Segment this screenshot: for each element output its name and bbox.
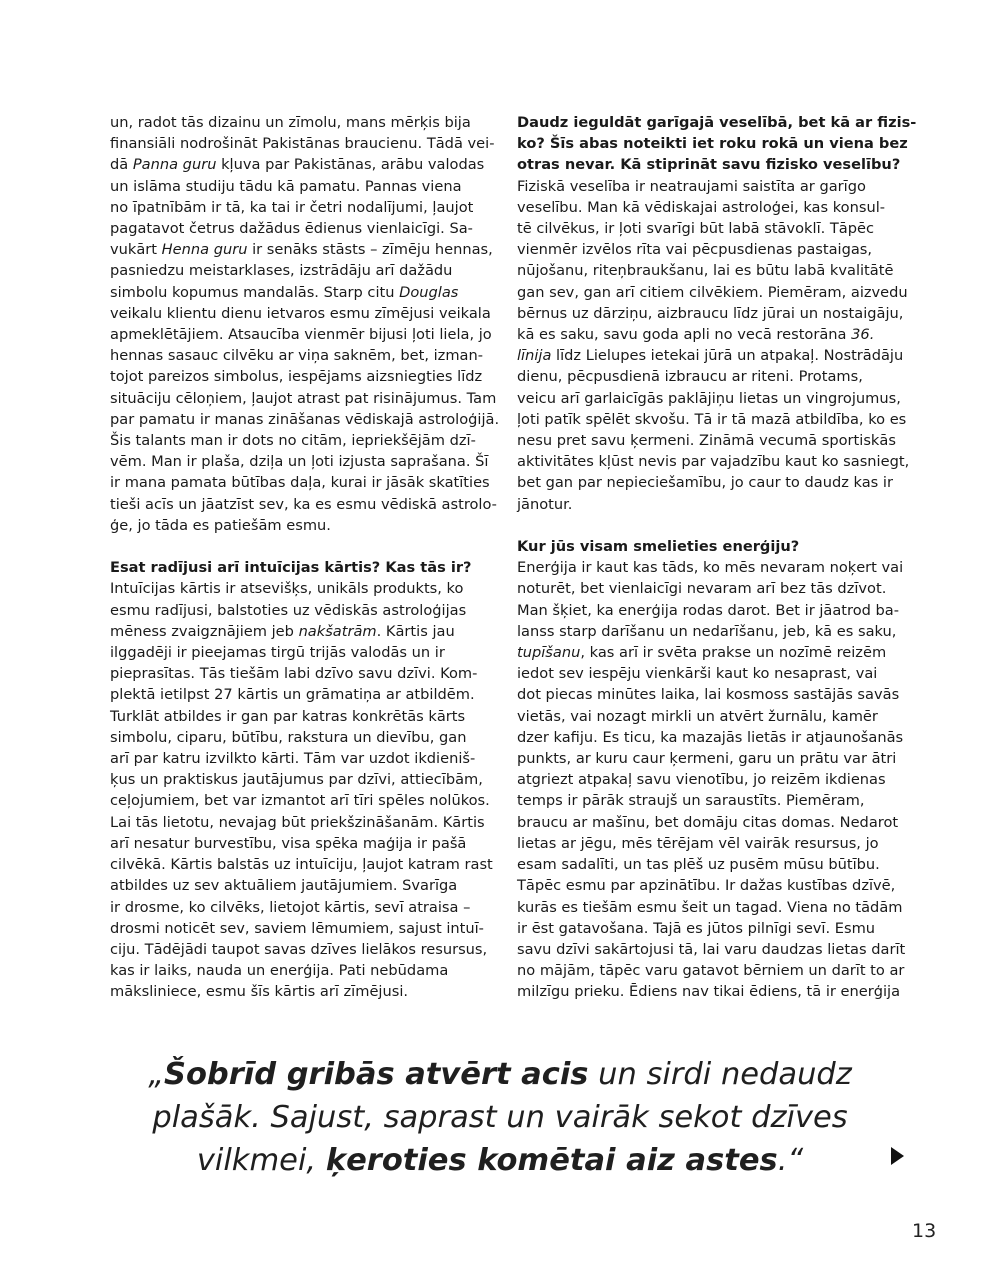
body-text-line: dā Panna guru kļuva par Pakistānas, arābu valodas xyxy=(110,156,485,174)
pull-quote xyxy=(108,1053,892,1182)
body-text-line: tupīšanu, kas arī ir svēta prakse un nozīmē reizēm xyxy=(517,644,887,662)
paragraph-gap xyxy=(110,536,488,557)
body-text-line: vukārt Henna guru ir senāks stāsts – zīmēju hennas, xyxy=(110,241,493,259)
body-text-line: vienmēr izvēlos rīta vai pēcpusdienas pastaigas, xyxy=(517,241,873,259)
body-text-line: jānotur. xyxy=(517,495,573,513)
question-heading-line: Esat radījusi arī intuīcijas kārtis? Kas tās ir? xyxy=(110,559,472,577)
body-text-line: finansiāli nodrošināt Pakistānas braucienu. Tādā vei- xyxy=(110,135,495,153)
body-text-line: hennas sasauc cilvēku ar viņa saknēm, bet, izman- xyxy=(110,347,484,365)
body-text-line: bet gan par nepieciešamību, jo caur to daudz kas ir xyxy=(517,474,893,492)
body-text-line: līnija līdz Lielupes ietekai jūrā un atpakaļ. Nostrādāju xyxy=(517,347,904,365)
body-text-line: nūjošanu, riteņbraukšanu, lai es būtu labā kvalitātē xyxy=(517,262,894,280)
body-text-line: situāciju cēloņiem, ļaujot atrast pat risinājumus. Tam xyxy=(110,389,497,407)
body-text-line: temps ir pārāk straujš un saraustīts. Piemēram, xyxy=(517,792,865,810)
paragraph-gap xyxy=(517,515,893,536)
body-text-line: simbolu kopumus mandalās. Starp citu Douglas xyxy=(110,283,459,301)
body-text-line: plektā ietilpst 27 kārtis un grāmatiņa ar atbildēm. xyxy=(110,686,475,704)
body-text-line: kā es saku, savu goda apli no vecā restorāna 36. xyxy=(517,326,875,344)
body-text-line: Tāpēc esmu par apzinātību. Ir dažas kustības dzīvē, xyxy=(517,877,896,895)
body-text-line: un, radot tās dizainu un zīmolu, mans mērķis bija xyxy=(110,114,471,131)
body-text-line: vietās, vai nozagt mirkli un atvērt žurnālu, kamēr xyxy=(517,707,878,725)
body-text-line: dzer kafiju. Es ticu, ka mazajās lietās ir atjaunošanās xyxy=(517,728,904,746)
pull-quote-line: vilkmei, ķeroties komētai aiz astes.“ xyxy=(196,1143,804,1178)
body-text-line: arī nesatur burvestību, visa spēka maģija ir pašā xyxy=(110,834,467,852)
body-text-line: atgriezt atpakaļ savu vienotību, jo reizēm ikdienas xyxy=(517,771,886,789)
body-text-line: veikalu klientu dienu ietvaros esmu zīmējusi veikala xyxy=(110,304,491,322)
body-text-line: Fiziskā veselība ir neatraujami saistīta ar garīgo xyxy=(517,177,866,195)
body-text-line: aktivitātes kļūst nevis par vajadzību kaut ko sasniegt, xyxy=(517,453,910,471)
body-text-line: no mājām, tāpēc varu gatavot bērniem un darīt to ar xyxy=(517,962,905,980)
body-text-line: pagatavot četrus dažādus ēdienus vienlaicīgi. Sa- xyxy=(110,220,473,238)
body-text-line: nesu pret savu ķermeni. Zināmā vecumā sportiskās xyxy=(517,432,896,450)
page-number: 13 xyxy=(912,1220,937,1242)
body-text-line: atbildes uz sev aktuāliem jautājumiem. Svarīga xyxy=(110,877,458,895)
body-text-line: iedot sev iespēju vienkārši kaut ko nesaprast, vai xyxy=(517,665,878,683)
body-text-line: punkts, ar kuru caur ķermeni, garu un prātu var ātri xyxy=(517,750,897,768)
right-column xyxy=(517,112,917,1003)
body-text-line: un islāma studiju tādu kā pamatu. Pannas viena xyxy=(110,177,462,195)
body-text-line: esam sadalīti, un tas plēš uz pusēm mūsu būtību. xyxy=(517,856,880,874)
body-text-line: Turklāt atbildes ir gan par katras konkrētās kārts xyxy=(110,707,466,725)
body-text-line: kurās es tiešām esmu šeit un tagad. Viena no tādām xyxy=(517,898,903,916)
body-text-line: savu dzīvi sakārtojusi tā, lai varu daudzas lietas darīt xyxy=(517,940,906,958)
body-text-line: vēm. Man ir plaša, dziļa un ļoti izjusta saprašana. Šī xyxy=(110,453,489,471)
body-text-line: māksliniece, esmu šīs kārtis arī zīmējusi. xyxy=(110,983,409,1001)
body-text-line: par pamatu ir manas zināšanas vēdiskajā astroloģijā. xyxy=(110,410,500,428)
body-text-line: ir drosme, ko cilvēks, lietojot kārtis, sevī atraisa – xyxy=(110,898,471,916)
body-text-line: noturēt, bet vienlaicīgi nevaram arī bez tās dzīvot. xyxy=(517,580,887,598)
body-text-line: arī par katru izvilkto kārti. Tām var uzdot ikdieniš- xyxy=(110,750,476,768)
body-text-line: lietas ar jēgu, mēs tērējam vēl vairāk resursus, jo xyxy=(517,834,879,852)
body-text-line: simbolu, ciparu, būtību, rakstura un dievību, gan xyxy=(110,728,467,746)
body-text-line: Lai tās lietotu, nevajag būt priekšzināšanām. Kārtis xyxy=(110,813,485,831)
body-text-line: milzīgu prieku. Ēdiens nav tikai ēdiens, tā ir enerģija xyxy=(517,983,901,1001)
pull-quote-line: „Šobrīd gribās atvērt acis un sirdi nedaudz xyxy=(148,1057,852,1092)
body-text-line: ir ēst gatavošana. Tajā es jūtos pilnīgi sevī. Esmu xyxy=(517,919,876,937)
body-text-line: bērnus uz dārziņu, aizbraucu līdz jūrai un nostaigāju, xyxy=(517,304,904,322)
body-text-line: dienu, pēcpusdienā izbraucu ar riteni. Protams, xyxy=(517,368,863,386)
body-text-line: ļoti patīk spēlēt skvošu. Tā ir tā mazā atbildība, ko es xyxy=(517,410,907,428)
body-text-line: Man šķiet, ka enerģija rodas darot. Bet ir jāatrod ba- xyxy=(517,601,900,619)
body-text-line: ceļojumiem, bet var izmantot arī tīri spēles nolūkos. xyxy=(110,792,490,810)
body-text-line: no īpatnībām ir tā, ka tai ir četri nodalījumi, ļaujot xyxy=(110,198,474,216)
body-text-line: dot piecas minūtes laika, lai kosmoss sastājās savās xyxy=(517,686,900,704)
body-text-line: ciju. Tādējādi taupot savas dzīves lielākos resursus, xyxy=(110,940,488,958)
body-text-line: drosmi noticēt sev, saviem lēmumiem, sajust intuī- xyxy=(110,919,484,937)
body-text-line: tojot pareizos simbolus, iespējams aizsniegties līdz xyxy=(110,368,483,386)
body-text-line: Šis talants man ir dots no citām, iepriekšējām dzī- xyxy=(110,432,476,450)
body-text-line: mēness zvaigznājiem jeb nakšatrām. Kārtis jau xyxy=(110,622,455,640)
continue-arrow-icon xyxy=(891,1147,904,1165)
pull-quote-line: plašāk. Sajust, saprast un vairāk sekot dzīves xyxy=(152,1100,848,1135)
body-text-line: lanss starp darīšanu un nedarīšanu, jeb, kā es saku, xyxy=(517,622,897,640)
body-text-line: tieši acīs un jāatzīst sev, ka es esmu vēdiskā astrolo- xyxy=(110,495,497,513)
body-text-line: kas ir laiks, nauda un enerģija. Pati nebūdama xyxy=(110,962,449,980)
body-text-line: ķus un praktiskus jautājumus par dzīvi, attiecībām, xyxy=(110,771,483,789)
body-text-line: Intuīcijas kārtis ir atsevišķs, unikāls produkts, ko xyxy=(110,580,464,598)
question-heading-line: Daudz ieguldāt garīgajā veselībā, bet kā ar fizis- xyxy=(517,114,917,131)
body-text-line: braucu ar mašīnu, bet domāju citas domas. Nedarot xyxy=(517,813,899,831)
body-text-line: apmeklētājiem. Atsaucība vienmēr bijusi ļoti liela, jo xyxy=(110,326,492,344)
body-text-line: pasniedzu meistarklases, izstrādāju arī dažādu xyxy=(110,262,453,280)
body-text-line: cilvēkā. Kārtis balstās uz intuīciju, ļaujot katram rast xyxy=(110,856,493,874)
body-text-line: ģe, jo tāda es patiešām esmu. xyxy=(110,516,331,534)
body-text-line: veicu arī garlaicīgās paklājiņu lietas un vingrojumus, xyxy=(517,389,901,407)
body-text-line: esmu radījusi, balstoties uz vēdiskās astroloģijas xyxy=(110,601,467,619)
question-heading-line: otras nevar. Kā stiprināt savu fizisko veselību? xyxy=(517,156,901,174)
question-heading-line: ko? Šīs abas noteikti iet roku rokā un viena bez xyxy=(517,135,908,153)
body-text-line: ilggadēji ir pieejamas tirgū trijās valodās un ir xyxy=(110,644,445,662)
body-text-line: veselību. Man kā vēdiskajai astroloģei, kas konsul- xyxy=(517,198,886,216)
body-text-line: Enerģija ir kaut kas tāds, ko mēs nevaram noķert vai xyxy=(517,559,904,577)
body-text-line: ir mana pamata būtības daļa, kurai ir jāsāk skatīties xyxy=(110,474,490,492)
body-text-line: tē cilvēkus, ir ļoti svarīgi būt labā stāvoklī. Tāpēc xyxy=(517,220,875,238)
left-column xyxy=(110,112,500,1003)
body-text-line: pieprasītas. Tās tiešām labi dzīvo savu dzīvi. Kom- xyxy=(110,665,478,683)
body-text-line: gan sev, gan arī citiem cilvēkiem. Piemēram, aizvedu xyxy=(517,283,908,301)
question-heading-line: Kur jūs visam smelieties enerģiju? xyxy=(517,538,800,556)
